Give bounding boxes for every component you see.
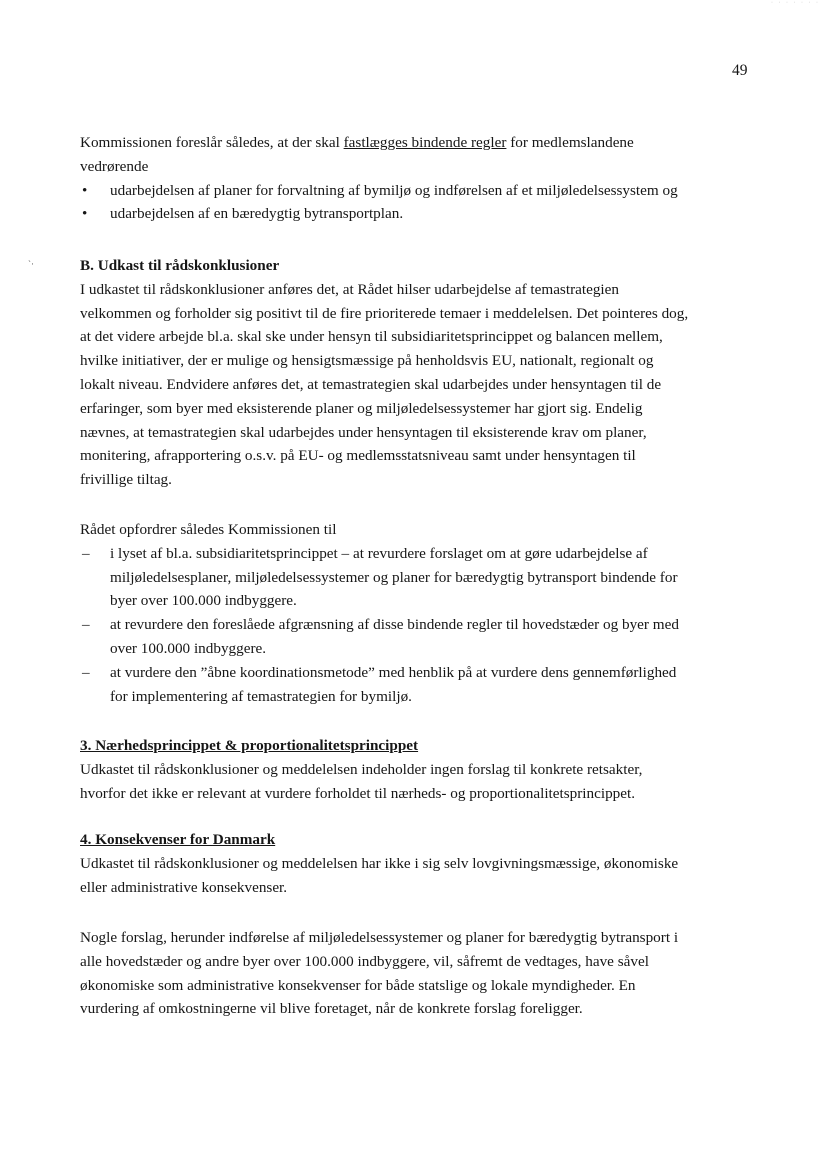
body-line: hvorfor det ikke er relevant at vurdere forholdet til nærheds- og proportionalitetsprincippet. <box>80 784 636 802</box>
body-line: eller administrative konsekvenser. <box>80 878 288 896</box>
dash-item: – at revurdere den foreslåede afgrænsning af disse bindende regler til hovedstæder og byer med over 100.000 indbyggere. <box>80 613 752 661</box>
section-4-heading: 4. Konsekvenser for Danmark <box>80 831 276 848</box>
intro-paragraph <box>80 131 752 226</box>
underlined-phrase: fastlægges bindende regler <box>343 134 507 151</box>
intro-line-1: Kommissionen foreslår således, at der skal fastlægges bindende regler for medlemslandene <box>80 134 634 151</box>
scan-corner-marks: · · · · · · · <box>771 0 820 6</box>
bullet-item: • udarbejdelsen af planer for forvaltning af bymiljø og indførelsen af et miljøledelsessystem og <box>80 179 752 203</box>
body-line: Nogle forslag, herunder indførelse af miljøledelsessystemer og planer for bæredygtig bytransport i <box>80 929 679 946</box>
body-line: Udkastet til rådskonklusioner og meddelelsen har ikke i sig selv lovgivningsmæssige, økonomiske <box>80 854 679 872</box>
body-line: alle hovedstæder og andre byer over 100.000 indbyggere, vil, såfremt de vedtages, have såvel <box>80 952 649 970</box>
section-3 <box>80 734 752 805</box>
body-line: frivillige tiltag. <box>80 471 172 489</box>
body-line: nævnes, at temastrategien skal udarbejdes under hensyntagen til eksisterende krav om planer, <box>80 423 647 441</box>
requests-lead: Rådet opfordrer således Kommissionen til <box>80 521 337 538</box>
section-b-heading: B. Udkast til rådskonklusioner <box>80 257 280 274</box>
body-line: at det videre arbejde bl.a. skal ske under hensyn til subsidiaritetsprincippet og balancen mellem, <box>80 328 663 346</box>
dash-item: – i lyset af bl.a. subsidiaritetsprincippet – at revurdere forslaget om at gøre udarbejdelse af miljøledelsesplaner, miljøledelsessystemer og planer for bæredygtig bytransport bindende for byer over 100.000 indbyggere. <box>80 542 752 613</box>
section-4 <box>80 828 752 899</box>
body-line: Udkastet til rådskonklusioner og meddelelsen indeholder ingen forslag til konkrete retsakter, <box>80 760 643 778</box>
council-requests <box>80 518 752 708</box>
page-number: 49 <box>732 62 748 79</box>
body-line: lokalt niveau. Endvidere anføres det, at temastrategien skal udarbejdes under hensyntagen til de <box>80 375 662 393</box>
section-4-paragraph-2 <box>80 926 752 1021</box>
margin-mark: `· <box>28 259 34 269</box>
intro-line-2: vedrørende <box>80 157 149 175</box>
intro-bullet-list <box>80 179 752 227</box>
body-line: monitering, afrapportering o.s.v. på EU- og medlemsstatsniveau samt under hensyntagen til <box>80 447 636 465</box>
body-line: økonomiske som administrative konsekvenser for både statslige og lokale myndigheder. En <box>80 976 636 994</box>
body-line: velkommen og forholder sig positivt til de fire prioriterede temaer i meddelelsen. Det pointeres dog, <box>80 304 689 322</box>
body-line: I udkastet til rådskonklusioner anføres det, at Rådet hilser udarbejdelse af temastrategien <box>80 280 619 298</box>
bullet-item: • udarbejdelsen af en bæredygtig bytransportplan. <box>80 202 752 226</box>
dash-item: – at vurdere den ”åbne koordinationsmetode” med henblik på at vurdere dens gennemførlighed for implementering af temastrategien for bymiljø. <box>80 661 752 709</box>
section-b <box>80 254 752 492</box>
section-3-heading: 3. Nærhedsprincippet & proportionalitetsprincippet <box>80 737 419 754</box>
requests-dash-list <box>80 542 752 709</box>
body-line: vurdering af omkostningerne vil blive foretaget, når de konkrete forslag foreligger. <box>80 1000 583 1018</box>
body-line: hvilke initiativer, der er mulige og hensigtsmæssige på henholdsvis EU, nationalt, regionalt og <box>80 352 654 370</box>
body-line: erfaringer, som byer med eksisterende planer og miljøledelsessystemer har gjort sig. Endelig <box>80 399 643 417</box>
